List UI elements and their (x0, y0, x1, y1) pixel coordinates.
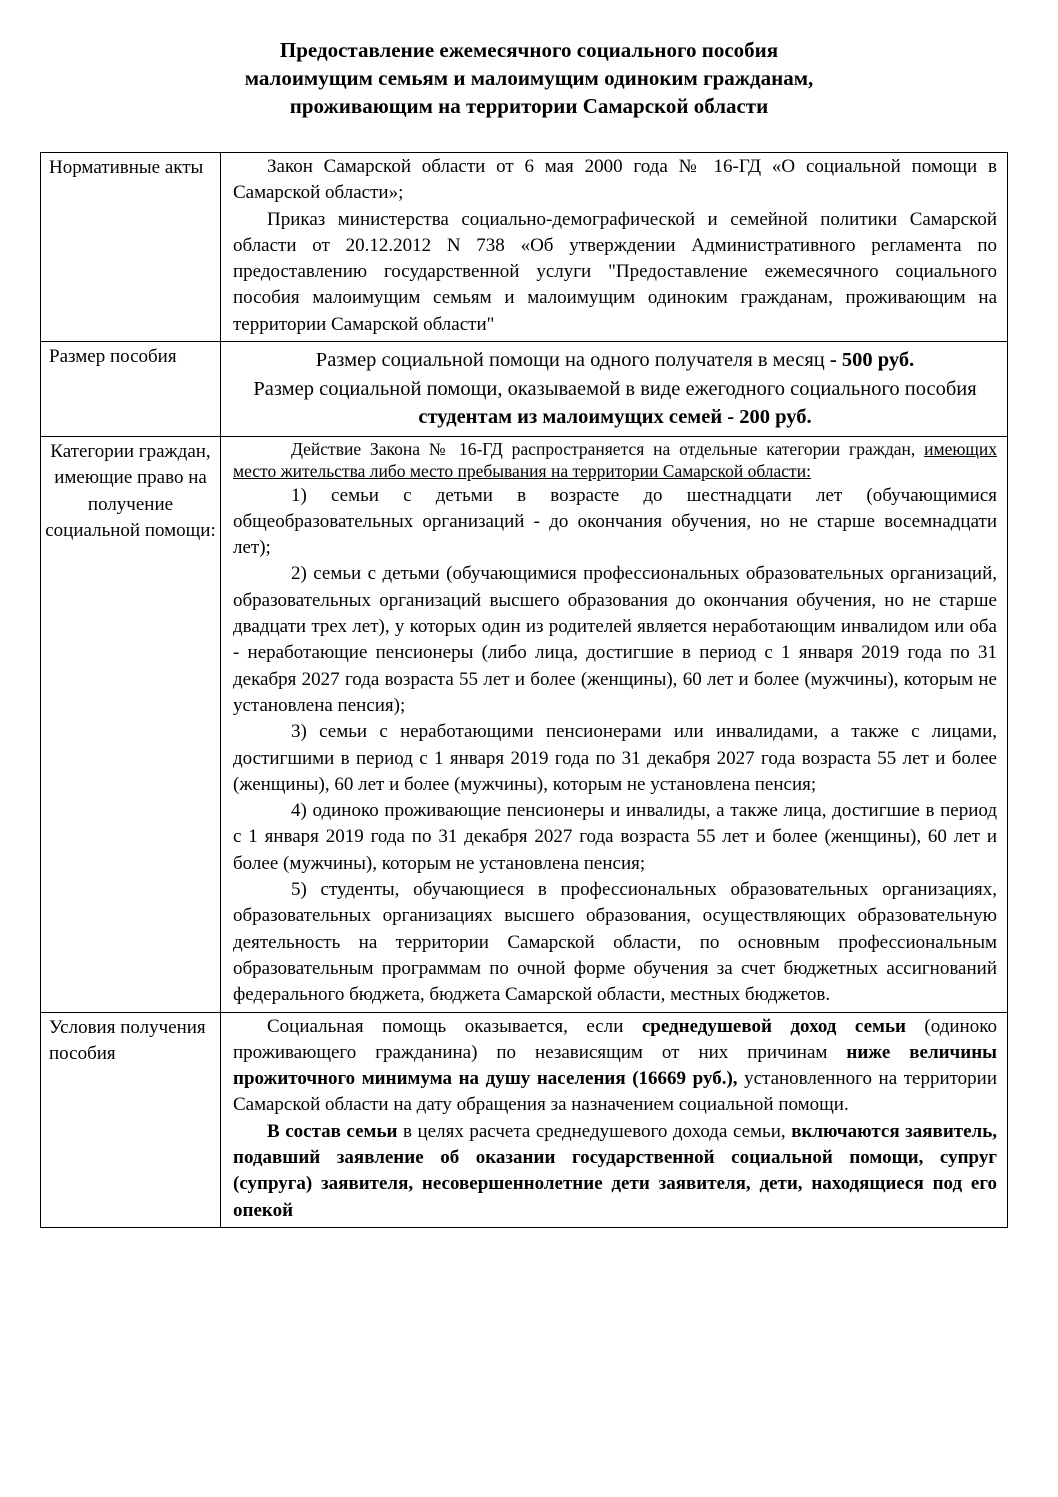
amount-content (221, 342, 1008, 437)
title-line-3: проживающим на территории Самарской области (289, 94, 769, 118)
page-title (0, 36, 1058, 120)
conditions-income-bold-b: ниже величины прожиточного минимума на душу населения (16669 руб.), (233, 1041, 997, 1090)
amount-monthly-value: - 500 руб. (829, 349, 915, 372)
amount-monthly-text: Размер социальной помощи на одного получателя в месяц (315, 349, 830, 372)
amount-students (233, 375, 997, 432)
table-row-categories (41, 436, 1008, 1012)
category-item-4: 4) одиноко проживающие пенсионеры и инвалиды, а также лица, достигшие в период с 1 января 2019 года по 31 декабря 2027 года возраста 55 лет и более (женщины), 60 лет и более (мужчины), которым не установлена пенсия; (233, 800, 997, 874)
conditions-family (233, 1119, 997, 1224)
categories-intro (233, 438, 997, 483)
acts-law: Закон Самарской области от 6 мая 2000 года № 16-ГД «О социальной помощи в Самарской области»; (233, 156, 997, 204)
categories-label: Категории граждан, имеющие право на получение социальной помощи: (41, 436, 221, 1012)
amount-monthly (233, 346, 997, 375)
categories-content (221, 436, 1008, 1012)
amount-label: Размер пособия (41, 342, 221, 437)
acts-order: Приказ министерства социально-демографической и семейной политики Самарской области от 20.12.2012 N 738 «Об утверждении Административного регламента по предоставлению государственной услуги "Предоставление ежемесячного социального пособия малоимущим семьям и малоимущим одиноким гражданам, проживающим на территории Самарской области" (233, 208, 997, 335)
title-line-1: Предоставление ежемесячного социального пособия (279, 38, 779, 62)
conditions-family-bold-b: включаются заявитель, подавший заявление об оказании государственной социальной помощи, супруг (супруга) заявителя, несовершеннолетние дети заявителя, дети, находящиеся под его опекой (233, 1120, 997, 1221)
category-item-5: 5) студенты, обучающиеся в профессиональных образовательных организациях, образовательных организациях высшего образования, осуществляющих образовательную деятельность на территории Самарской области, по основным профессиональным образовательным программам по очной форме обучения за счет бюджетных ассигнований федерального бюджета, бюджета Самарской области, местных бюджетов. (233, 879, 997, 1006)
benefit-info-table (40, 152, 1008, 1228)
category-item-3: 3) семьи с неработающими пенсионерами или инвалидами, а также с лицами, достигшими в период с 1 января 2019 года по 31 декабря 2027 года возраста 55 лет и более (женщины), 60 лет и более (мужчины), которым не установлена пенсия; (233, 721, 997, 795)
conditions-income (233, 1014, 997, 1119)
table-row-conditions (41, 1012, 1008, 1227)
amount-students-value: студентам из малоимущих семей - 200 руб. (418, 406, 812, 429)
acts-content (221, 153, 1008, 342)
category-item-1: 1) семьи с детьми в возрасте до шестнадцати лет (обучающимися общеобразовательных организаций - до окончания обучения, но не старше восемнадцати лет); (233, 484, 997, 559)
conditions-content (221, 1012, 1008, 1227)
conditions-family-text: в целях расчета среднедушевого дохода семьи, (403, 1120, 792, 1142)
title-line-2: малоимущим семьям и малоимущим одиноким гражданам, (244, 66, 814, 90)
categories-intro-underlined: имеющих место жительства либо место пребывания на территории Самарской области: (233, 438, 997, 482)
acts-label: Нормативные акты (41, 153, 221, 342)
conditions-family-bold-a: В состав семьи (267, 1120, 403, 1142)
conditions-income-text-c: установленного на территории Самарской области на дату обращения за назначением социальной помощи. (233, 1068, 997, 1116)
category-item-2: 2) семьи с детьми (обучающимися профессиональных образовательных организаций, образовательных организаций высшего образования до окончания обучения, но не старше двадцати трех лет), у которых один из родителей является неработающим инвалидом или оба - неработающие пенсионеры (либо лица, достигшие в период с 1 января 2019 года по 31 декабря 2027 года возраста 55 лет и более (женщины), 60 лет и более (мужчины), которым не установлена пенсия); (233, 563, 997, 716)
table-row-acts (41, 153, 1008, 342)
conditions-income-bold-a: среднедушевой доход семьи (641, 1015, 906, 1037)
table-row-amount (41, 342, 1008, 437)
conditions-label: Условия получения пособия (41, 1012, 221, 1227)
conditions-income-text-a: Социальная помощь оказывается, если (267, 1015, 642, 1037)
conditions-income-text-b: (одиноко проживающего гражданина) по независящим от них причинам (233, 1015, 997, 1063)
categories-intro-text: Действие Закона № 16-ГД распространяется на отдельные категории граждан, (291, 438, 925, 459)
amount-students-text: Размер социальной помощи, оказываемой в виде ежегодного социального пособия (253, 377, 977, 400)
